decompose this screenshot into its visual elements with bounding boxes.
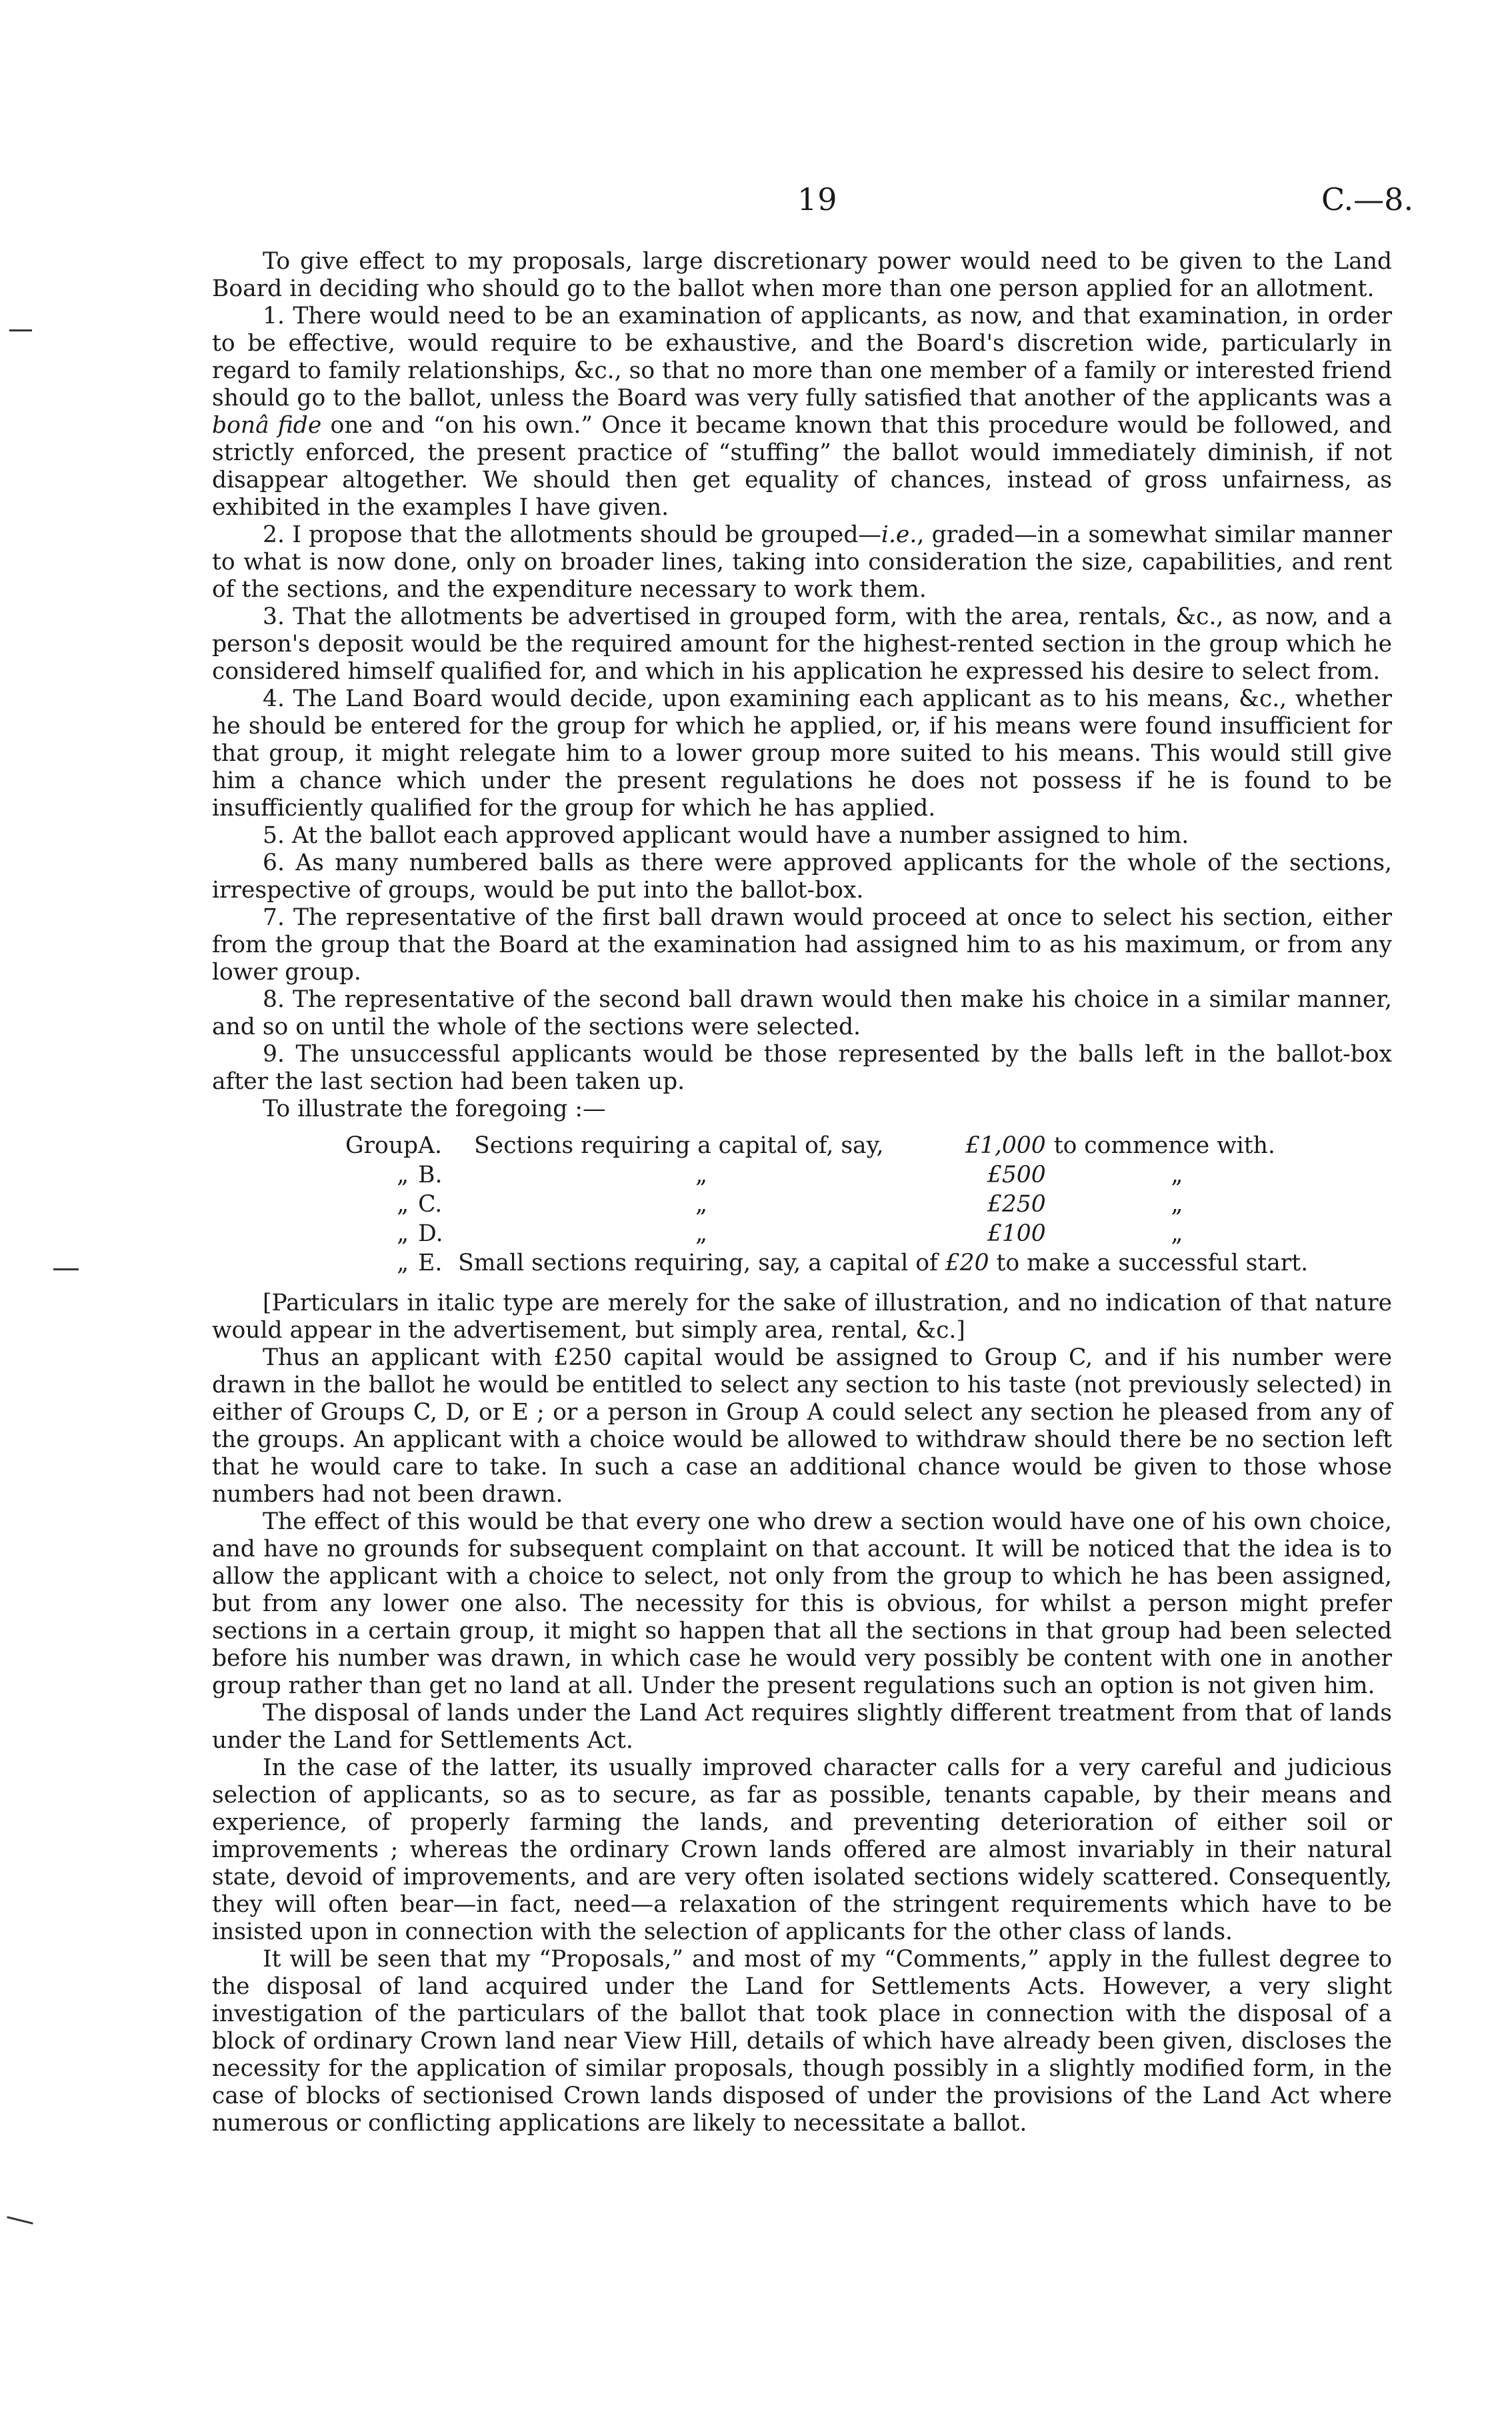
group-row: „ E. Small sections requiring, say, a capital of £20 to make a successful start. xyxy=(397,1250,1309,1276)
groups-table xyxy=(345,1132,1308,1279)
paragraph-1: 1. There would need to be an examination of applicants, as now, and that examination, in order to be effective, would require to be exhaustive, and the Board's discretion wide, particularly in regard to family relationships, &c., so that no more than one member of a family or interested friend should go to the ballot, unless the Board was very fully satisfied that another of the applicants was a bonâ fide one and “on his own.” Once it became known that this procedure would be followed, and strictly enforced, the present practice of “stuffing” the ballot would immediately diminish, if not disappear altogether. We should then get equality of chances, instead of gross unfairness, as exhibited in the examples I have given. xyxy=(212,303,1393,521)
paragraph-particulars: [Particulars in italic type are merely for the sake of illustration, and no indication of that nature would appear in the advertisement, but simply area, rental, &c.] xyxy=(212,1290,1392,1344)
paragraph-latter: In the case of the latter, its usually improved character calls for a very careful and judicious selection of applicants, so as to secure, as far as possible, tenants capable, by their means and experience, of properly farming the lands, and preventing deterioration of either soil or improvements ; whereas the ordinary Crown lands offered are almost invariably in their natural state, devoid of improvements, and are very often isolated sections widely scattered. Consequently, they will often bear—in fact, need—a relaxation of the stringent requirements which have to be insisted upon in connection with the selection of applicants for the other class of lands. xyxy=(212,1754,1392,1945)
margin-mark xyxy=(53,1268,79,1270)
paragraph-seen: It will be seen that my “Proposals,” and most of my “Comments,” apply in the fullest degree to the disposal of land acquired under the Land for Settlements Acts. However, a very slight investigation of the particulars of the ballot that took place in connection with the disposal of a block of ordinary Crown land near View Hill, details of which have already been given, discloses the necessity for the application of similar proposals, though possibly in a slightly modified form, in the case of blocks of sectionised Crown lands disposed of under the provisions of the Land Act where numerous or conflicting applications are likely to necessitate a ballot. xyxy=(212,1946,1392,2137)
paragraph-2: 2. I propose that the allotments should be grouped—i.e., graded—in a somewhat similar manner to what is now done, only on broader lines, taking into consideration the size, capabilities, and rent of the sections, and the expenditure necessary to work them. xyxy=(212,521,1392,603)
group-row: „ C. „ £250 „ xyxy=(397,1191,1183,1218)
document-body xyxy=(212,248,1392,2137)
group-row: Group A. Sections requiring a capital of, say, £1,000 to commence with. xyxy=(345,1132,1275,1159)
paragraph-intro: To give effect to my proposals, large discretionary power would need to be given to the Land Board in deciding who should go to the ballot when more than one person applied for an allotment. xyxy=(212,248,1392,302)
italic-phrase: bonâ fide xyxy=(212,412,322,439)
document-reference: C.—8. xyxy=(1321,181,1414,217)
paragraph-3: 3. That the allotments be advertised in grouped form, with the area, rentals, &c., as now, and a person's deposit would be the required amount for the highest-rented section in the group which he considered himself qualified for, and which in his application he expressed his desire to select from. xyxy=(212,603,1392,685)
paragraph-7: 7. The representative of the first ball drawn would proceed at once to select his section, either from the group that the Board at the examination had assigned him to as his maximum, or from any lower group. xyxy=(212,904,1392,986)
paragraph-6: 6. As many numbered balls as there were approved applicants for the whole of the sections, irrespective of groups, would be put into the ballot-box. xyxy=(212,850,1392,904)
paragraph-5: 5. At the ballot each approved applicant would have a number assigned to him. xyxy=(263,822,1189,849)
group-row: „ D. „ £100 „ xyxy=(397,1220,1183,1247)
paragraph-9: 9. The unsuccessful applicants would be those represented by the balls left in the ballot-box after the last section had been taken up. xyxy=(212,1041,1392,1095)
group-row: „ B. „ £500 „ xyxy=(397,1162,1183,1188)
paragraph-effect: The effect of this would be that every one who drew a section would have one of his own choice, and have no grounds for subsequent complaint on that account. It will be noticed that the idea is to allow the applicant with a choice to select, not only from the group to which he has been assigned, but from any lower one also. The necessity for this is obvious, for whilst a person might prefer sections in a certain group, it might so happen that all the sections in that group had been selected before his number was drawn, in which case he would very possibly be content with one in another group rather than get no land at all. Under the present regulations such an option is not given him. xyxy=(212,1508,1392,1699)
paragraph-disposal: The disposal of lands under the Land Act requires slightly different treatment from that of lands under the Land for Settlements Act. xyxy=(212,1700,1392,1754)
paragraph-8: 8. The representative of the second ball drawn would then make his choice in a similar manner, and so on until the whole of the sections were selected. xyxy=(212,986,1392,1040)
margin-mark xyxy=(9,329,32,331)
page-number: 19 xyxy=(797,181,838,217)
group-amount: £20 xyxy=(945,1250,989,1276)
paragraph-4: 4. The Land Board would decide, upon examining each applicant as to his means, &c., whether he should be entered for the group for which he applied, or, if his means were found insufficient for that group, it might relegate him to a lower group more suited to his means. This would still give him a chance which under the present regulations he does not possess if he is found to be insufficiently qualified for the group for which he has applied. xyxy=(212,686,1392,822)
paragraph-thus: Thus an applicant with £250 capital would be assigned to Group C, and if his number were drawn in the ballot he would be entitled to select any section to his taste (not previously selected) in either of Groups C, D, or E ; or a person in Group A could select any section he pleased from any of the groups. An applicant with a choice would be allowed to withdraw should there be no section left that he would care to take. In such a case an additional chance would be given to those whose numbers had not been drawn. xyxy=(212,1344,1392,1508)
italic-phrase: i.e. xyxy=(881,521,917,548)
paragraph-illustrate: To illustrate the foregoing :— xyxy=(263,1096,606,1122)
margin-mark xyxy=(7,2216,33,2225)
